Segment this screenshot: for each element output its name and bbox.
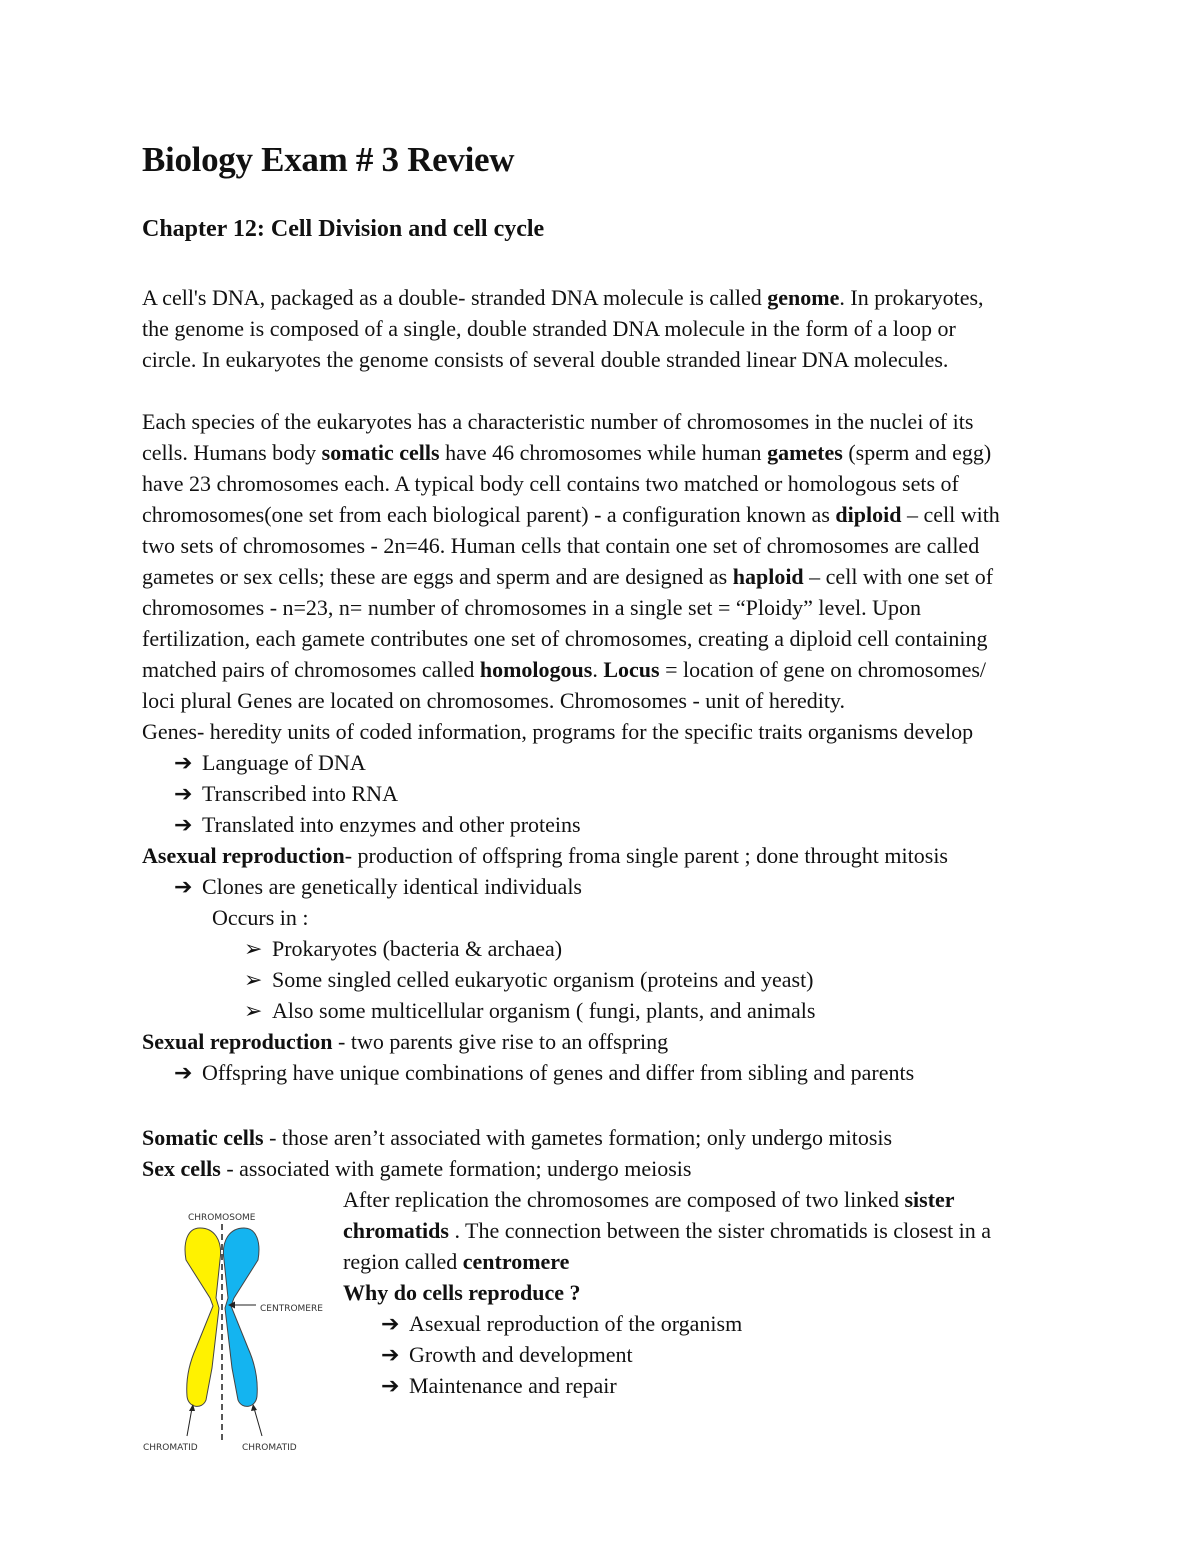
term-locus: Locus [603,657,660,682]
term-haploid: haploid [732,564,804,589]
term-sister: sister [904,1187,955,1212]
term-sex-cells: Sex cells [142,1156,221,1181]
label-chromosome: CHROMOSOME [188,1213,256,1223]
arrow-bullet-icon: ➔ [174,781,193,806]
bullet-text: Prokaryotes (bacteria & archaea) [272,936,563,961]
bullet-text: Some singled celled eukaryotic organism (proteins and yeast) [272,967,814,992]
label-chromatid-left: CHROMATID [143,1443,198,1453]
chromatid-left-pointer [187,1408,192,1436]
term-genome: genome [767,285,840,310]
bullet-text: Translated into enzymes and other proteins [202,812,581,837]
text-run: region called [343,1249,463,1274]
text-run: (sperm and egg) [842,440,992,465]
label-centromere: CENTROMERE [260,1304,323,1314]
term-gametes: gametes [767,440,843,465]
text-line: have 23 chromosomes each. A typical body cell contains two matched or homologous sets of [142,471,959,496]
arrow-bullet-icon: ➔ [381,1311,400,1336]
triangle-bullet-icon: ➢ [244,936,263,961]
text-line: fertilization, each gamete contributes one set of chromosomes, creating a diploid cell containing [142,626,988,651]
text-line [343,1215,1063,1246]
label-chromatid-right: CHROMATID [242,1443,297,1453]
question-text: Why do cells reproduce ? [343,1280,581,1305]
chromatid-left-shape [185,1228,221,1406]
section-cell-types [142,1122,1062,1184]
text-run: A cell's DNA, packaged as a double- stranded DNA molecule is called [142,285,768,310]
text-run: – cell with [901,502,1000,527]
text-line [142,561,1062,592]
text-line [142,1153,1062,1184]
triangle-bullet-icon: ➢ [244,998,263,1023]
triangle-bullet-icon: ➢ [244,967,263,992]
arrow-bullet-icon: ➔ [174,750,193,775]
page-title: Biology Exam # 3 Review [142,140,515,179]
arrow-bullet-icon: ➔ [174,1060,193,1085]
bullet-item [142,747,1062,778]
text-run: cells. Humans body [142,440,322,465]
term-somatic-cells: somatic cells [321,440,440,465]
bullet-text: Growth and development [409,1342,633,1367]
chromatid-right-pointer [254,1408,262,1436]
bullet-item [142,871,1062,902]
text-run: . In prokaryotes, [839,285,984,310]
text-run: - two parents give rise to an offspring [332,1029,669,1054]
text-line: loci plural Genes are located on chromosomes. Chromosomes - unit of heredity. [142,688,846,713]
text-run: gametes or sex cells; these are eggs and sperm and are designed as [142,564,733,589]
bullet-text: Maintenance and repair [409,1373,617,1398]
text-run: - production of offspring froma single parent ; done throught mitosis [344,843,948,868]
bullet-item [142,1057,1062,1088]
bullet-text: Offspring have unique combinations of genes and differ from sibling and parents [202,1060,915,1085]
arrow-bullet-icon: ➔ [174,812,193,837]
text-line: Genes- heredity units of coded information, programs for the specific traits organisms develop [142,719,974,744]
text-line: two sets of chromosomes - 2n=46. Human cells that contain one set of chromosomes are called [142,533,980,558]
text-run: chromosomes(one set from each biological parent) - a configuration known as [142,502,836,527]
text-line [142,282,1062,313]
question-heading [343,1277,1063,1308]
text-run: = location of gene on chromosomes/ [659,657,987,682]
chapter-heading: Chapter 12: Cell Division and cell cycle [142,216,545,242]
chromosome-diagram [140,1208,330,1458]
text-line [142,499,1062,530]
bullet-item [343,1308,1063,1339]
text-line [343,1246,1063,1277]
section-replication [343,1184,1063,1401]
text-run: After replication the chromosomes are composed of two linked [343,1187,905,1212]
arrow-bullet-icon: ➔ [381,1373,400,1398]
term-diploid: diploid [835,502,902,527]
paragraph-chromosomes [142,406,1062,840]
bullet-text: Clones are genetically identical individuals [202,874,582,899]
term-sexual-reproduction: Sexual reproduction [142,1029,333,1054]
bullet-item [343,1370,1063,1401]
term-centromere: centromere [462,1249,570,1274]
section-reproduction [142,840,1062,1088]
text-run: matched pairs of chromosomes called [142,657,480,682]
text-run: – cell with one set of [803,564,994,589]
bullet-item [142,809,1062,840]
sub-bullet-item [142,933,1062,964]
bullet-item [343,1339,1063,1370]
text-line: Occurs in : [212,905,309,930]
text-run: . The connection between the sister chromatids is closest in a [448,1218,992,1243]
term-chromatids: chromatids [343,1218,449,1243]
term-asexual-reproduction: Asexual reproduction [142,843,345,868]
text-line [142,1122,1062,1153]
paragraph-genome [142,282,1062,375]
sub-bullet-item [142,964,1062,995]
bullet-text: Language of DNA [202,750,366,775]
chromatid-right-shape [223,1228,259,1406]
text-run: - associated with gamete formation; undergo meiosis [220,1156,692,1181]
text-line: Each species of the eukaryotes has a characteristic number of chromosomes in the nuclei of its [142,409,974,434]
term-homologous: homologous [479,657,593,682]
text-run: have 46 chromosomes while human [439,440,768,465]
text-line: the genome is composed of a single, double stranded DNA molecule in the form of a loop or [142,316,956,341]
text-line [343,1184,1063,1215]
bullet-text: Transcribed into RNA [202,781,398,806]
arrow-bullet-icon: ➔ [381,1342,400,1367]
text-line [142,437,1062,468]
text-run: - those aren’t associated with gametes formation; only undergo mitosis [263,1125,893,1150]
bullet-item [142,778,1062,809]
text-line [142,840,1062,871]
text-line [142,1026,1062,1057]
bullet-text: Asexual reproduction of the organism [409,1311,743,1336]
text-line: circle. In eukaryotes the genome consists of several double stranded linear DNA molecules. [142,347,949,372]
text-run: . [592,657,604,682]
arrow-bullet-icon: ➔ [174,874,193,899]
bullet-text: Also some multicellular organism ( fungi, plants, and animals [272,998,816,1023]
term-somatic-cells: Somatic cells [142,1125,264,1150]
text-line: chromosomes - n=23, n= number of chromosomes in a single set = “Ploidy” level. Upon [142,595,921,620]
sub-bullet-item [142,995,1062,1026]
text-line [142,654,1062,685]
